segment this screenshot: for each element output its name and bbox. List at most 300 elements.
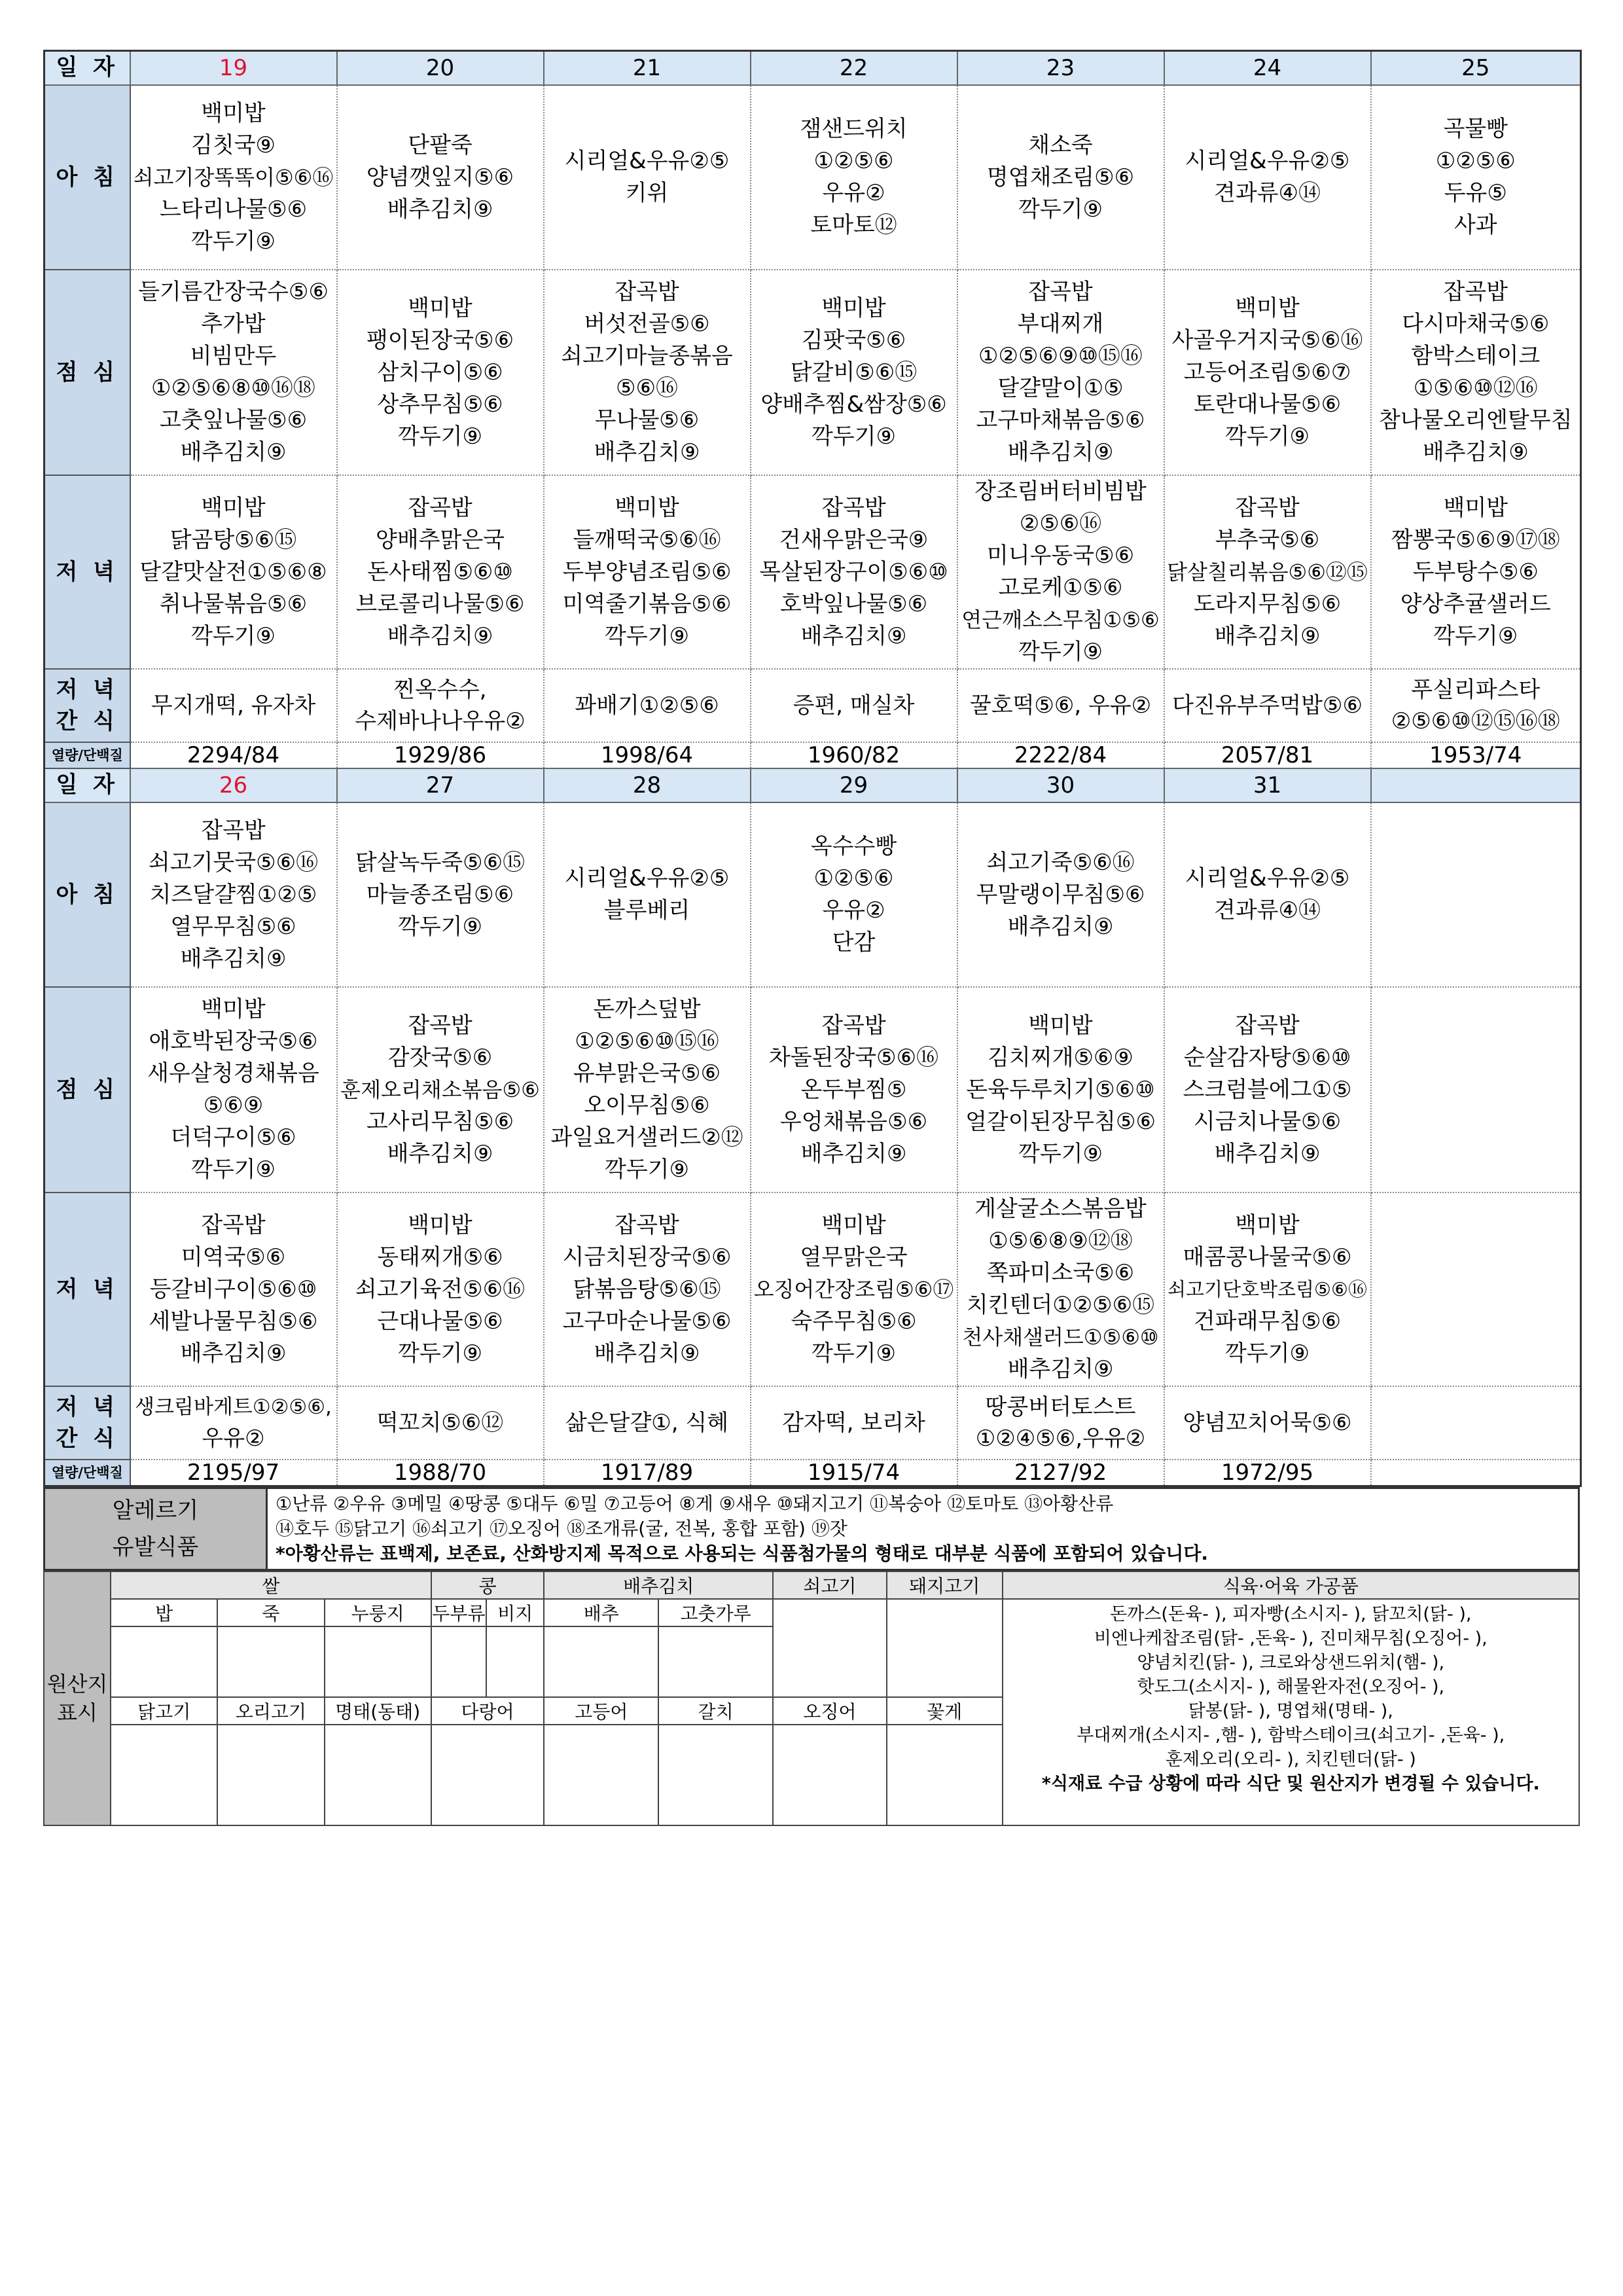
menu-item: 양상추귤샐러드 bbox=[1400, 590, 1551, 617]
menu-item: 브로콜리나물⑤⑥ bbox=[355, 590, 525, 617]
menu-item: 백미밥 bbox=[1028, 1012, 1093, 1039]
menu-item: 찐옥수수, bbox=[393, 677, 487, 703]
menu-item: 잡곡밥 bbox=[1028, 279, 1093, 305]
menu-sheet bbox=[43, 50, 1580, 1826]
menu-item: 잼샌드위치 bbox=[800, 116, 908, 142]
kcal-protein: 2057/81 bbox=[1164, 742, 1371, 768]
menu-item: 깍두기⑨ bbox=[811, 1340, 896, 1367]
menu-item: 삶은달걀①, 식혜 bbox=[565, 1410, 729, 1436]
lunch-cell bbox=[1164, 270, 1371, 475]
menu-item: 쪽파미소국⑤⑥ bbox=[986, 1260, 1135, 1286]
snack-cell bbox=[1371, 1386, 1581, 1460]
menu-item: 호박잎나물⑤⑥ bbox=[779, 590, 928, 617]
origin-value bbox=[544, 1725, 658, 1825]
menu-item: 백미밥 bbox=[201, 494, 266, 521]
menu-item: 김치찌개⑤⑥⑨ bbox=[988, 1044, 1133, 1071]
allergy-note: *아황산류는 표백제, 보존료, 산화방지제 목적으로 사용되는 식품첨가물의 형태로 대부분 식품에 포함되어 있습니다. bbox=[276, 1543, 1209, 1564]
snack-cell bbox=[751, 669, 957, 742]
day-number: 19 bbox=[130, 51, 337, 86]
menu-item: 온두부찜⑤ bbox=[800, 1076, 907, 1103]
menu-item: 함박스테이크 bbox=[1411, 343, 1541, 369]
menu-item: 토마토⑫ bbox=[810, 212, 897, 238]
day-number: 20 bbox=[337, 51, 544, 86]
menu-item: 꽈배기①②⑤⑥ bbox=[575, 692, 719, 719]
menu-item: 상추무침⑤⑥ bbox=[377, 391, 503, 418]
menu-item: ①②⑤⑥⑩⑮⑯ bbox=[575, 1028, 719, 1054]
menu-item: 양념꼬치어묵⑤⑥ bbox=[1183, 1410, 1352, 1436]
dinner-cell bbox=[130, 475, 337, 669]
menu-item: 배추김치⑨ bbox=[800, 622, 907, 649]
menu-item: 배추김치⑨ bbox=[1007, 1356, 1114, 1382]
week1-lunch-row bbox=[45, 270, 1581, 475]
menu-item: 닭갈비⑤⑥⑮ bbox=[790, 359, 918, 386]
day-number: 26 bbox=[130, 768, 337, 802]
menu-item: 백미밥 bbox=[1235, 1211, 1300, 1238]
kcal-protein: 2222/84 bbox=[957, 742, 1164, 768]
menu-item: 애호박된장국⑤⑥ bbox=[149, 1028, 318, 1054]
origin-table bbox=[43, 1571, 1580, 1826]
kcal-protein: 2195/97 bbox=[130, 1460, 337, 1486]
menu-item: 사과 bbox=[1454, 212, 1497, 238]
menu-item: 잡곡밥 bbox=[1235, 494, 1300, 521]
menu-item: 고로케①⑤⑥ bbox=[998, 575, 1123, 601]
week2-dinner-row bbox=[45, 1193, 1581, 1386]
origin-value bbox=[658, 1725, 773, 1825]
menu-item: 백미밥 bbox=[821, 1211, 886, 1238]
menu-item: 차돌된장국⑤⑥⑯ bbox=[768, 1044, 939, 1071]
menu-item: 건새우맑은국⑨ bbox=[779, 526, 929, 553]
origin-value bbox=[431, 1626, 486, 1697]
origin-value bbox=[658, 1626, 773, 1697]
dinner-cell bbox=[751, 475, 957, 669]
snack-cell bbox=[957, 669, 1164, 742]
menu-item: 꿀호떡⑤⑥, 우유② bbox=[969, 692, 1152, 719]
snack-cell bbox=[1371, 669, 1581, 742]
dinner-cell bbox=[957, 1193, 1164, 1386]
breakfast-cell bbox=[130, 85, 337, 270]
kcal-protein: 1960/82 bbox=[751, 742, 957, 768]
menu-item: 땅콩버터토스트 bbox=[985, 1394, 1136, 1420]
menu-item: 유부맑은국⑤⑥ bbox=[573, 1060, 721, 1086]
breakfast-cell bbox=[751, 802, 957, 987]
origin-sub-nurungji: 누룽지 bbox=[325, 1599, 431, 1626]
menu-item: 시금치나물⑤⑥ bbox=[1193, 1108, 1342, 1135]
menu-item: 연근깨소스무침①⑤⑥ bbox=[961, 607, 1160, 632]
lunch-cell bbox=[1164, 987, 1371, 1193]
breakfast-cell bbox=[337, 802, 544, 987]
lunch-cell bbox=[544, 270, 751, 475]
dinner-cell bbox=[1164, 475, 1371, 669]
menu-item: 닭살녹두죽⑤⑥⑮ bbox=[355, 849, 526, 876]
menu-item: 세발나물무침⑤⑥ bbox=[149, 1308, 318, 1335]
menu-item: 백미밥 bbox=[821, 295, 886, 321]
menu-item: 훈제오리채소볶음⑤⑥ bbox=[340, 1077, 540, 1102]
origin-beef-value bbox=[773, 1599, 887, 1697]
menu-item: 열무맑은국 bbox=[800, 1244, 908, 1270]
menu-item: 오징어간장조림⑤⑥⑰ bbox=[753, 1276, 954, 1302]
menu-item: 잡곡밥 bbox=[201, 1211, 266, 1238]
origin-mackerel: 고등어 bbox=[544, 1697, 658, 1725]
origin-value bbox=[773, 1725, 887, 1825]
menu-item: 깍두기⑨ bbox=[1018, 196, 1103, 223]
menu-item: 배추김치⑨ bbox=[180, 1340, 287, 1367]
origin-crab: 꽃게 bbox=[887, 1697, 1003, 1725]
origin-group-processed: 식육·어육 가공품 bbox=[1003, 1571, 1579, 1599]
row-label-kcal: 열량/단백질 bbox=[45, 742, 130, 768]
menu-item: 잡곡밥 bbox=[821, 1012, 886, 1039]
menu-item: 김칫국⑨ bbox=[190, 132, 276, 158]
menu-item: 백미밥 bbox=[201, 99, 266, 126]
lunch-cell bbox=[337, 987, 544, 1193]
lunch-cell bbox=[1371, 987, 1581, 1193]
menu-item: 배추김치⑨ bbox=[594, 1340, 700, 1367]
menu-item: 단팥죽 bbox=[408, 132, 473, 158]
menu-item: 떡꼬치⑤⑥⑫ bbox=[376, 1410, 504, 1436]
menu-item: 사골우거지국⑤⑥⑯ bbox=[1171, 327, 1363, 353]
menu-item: 배추김치⑨ bbox=[800, 1140, 907, 1167]
menu-item: 과일요거샐러드②⑫ bbox=[550, 1124, 743, 1151]
menu-item: 고구마채볶음⑤⑥ bbox=[976, 407, 1145, 433]
kcal-protein: 1917/89 bbox=[544, 1460, 751, 1486]
menu-item: 두부탕수⑤⑥ bbox=[1412, 558, 1539, 585]
menu-item: 두부양념조림⑤⑥ bbox=[562, 558, 732, 585]
menu-item: ①⑤⑥⑧⑨⑫⑱ bbox=[988, 1228, 1133, 1254]
menu-item: 김팟국⑤⑥ bbox=[801, 327, 906, 353]
menu-item: 잡곡밥 bbox=[615, 1211, 679, 1238]
allergy-line-2: ⑭호두 ⑮닭고기 ⑯쇠고기 ⑰오징어 ⑱조개류(굴, 전복, 홍합 포함) ⑲잣 bbox=[276, 1518, 847, 1539]
meal-plan-table bbox=[43, 50, 1582, 1487]
origin-pollock: 명태(동태) bbox=[325, 1697, 431, 1725]
snack-cell bbox=[544, 669, 751, 742]
menu-item: 미역국⑤⑥ bbox=[181, 1244, 286, 1270]
menu-item: 등갈비구이⑤⑥⑩ bbox=[149, 1276, 317, 1302]
menu-item: ②⑤⑥⑯ bbox=[1019, 511, 1102, 537]
menu-item: 우엉채볶음⑤⑥ bbox=[779, 1108, 928, 1135]
menu-item: 마늘종조림⑤⑥ bbox=[366, 881, 514, 908]
lunch-cell bbox=[130, 270, 337, 475]
origin-group-rice: 쌀 bbox=[111, 1571, 431, 1599]
menu-item: 배추김치⑨ bbox=[594, 439, 700, 465]
menu-item: 쇠고기육전⑤⑥⑯ bbox=[355, 1276, 526, 1302]
menu-item: 치킨텐더①②⑤⑥⑮ bbox=[966, 1292, 1155, 1318]
row-label-dinner: 저 녁 bbox=[45, 475, 130, 669]
menu-item: 깍두기⑨ bbox=[604, 1157, 689, 1183]
menu-item: 배추김치⑨ bbox=[1007, 439, 1114, 465]
row-label-breakfast: 아 침 bbox=[45, 85, 130, 270]
menu-item: 감자떡, 보리차 bbox=[782, 1410, 925, 1436]
menu-item: 양념깻잎지⑤⑥ bbox=[366, 164, 514, 190]
menu-item: 무지개떡, 유자차 bbox=[151, 692, 316, 719]
menu-item: 버섯전골⑤⑥ bbox=[584, 311, 710, 337]
menu-item: 잡곡밥 bbox=[821, 494, 886, 521]
week1-days-row bbox=[45, 51, 1581, 86]
menu-item: 백미밥 bbox=[201, 996, 266, 1022]
origin-value bbox=[544, 1626, 658, 1697]
origin-value bbox=[486, 1626, 544, 1697]
day-number: 24 bbox=[1164, 51, 1371, 86]
origin-group-kimchi: 배추김치 bbox=[544, 1571, 773, 1599]
menu-item: 잡곡밥 bbox=[408, 494, 473, 521]
kcal-protein: 1998/64 bbox=[544, 742, 751, 768]
menu-item: 명엽채조림⑤⑥ bbox=[986, 164, 1135, 190]
dinner-cell bbox=[337, 475, 544, 669]
menu-item: 깍두기⑨ bbox=[397, 423, 482, 450]
menu-item: 닭곰탕⑤⑥⑮ bbox=[169, 526, 297, 553]
kcal-protein bbox=[1371, 1460, 1581, 1486]
origin-value bbox=[111, 1725, 217, 1825]
lunch-cell bbox=[957, 270, 1164, 475]
menu-item: 취나물볶음⑤⑥ bbox=[159, 590, 308, 617]
menu-item: 채소죽 bbox=[1028, 132, 1093, 158]
menu-item: 건파래무침⑤⑥ bbox=[1193, 1308, 1342, 1335]
menu-item: 깍두기⑨ bbox=[190, 1157, 276, 1183]
day-number: 27 bbox=[337, 768, 544, 802]
menu-item: 두유⑤ bbox=[1444, 180, 1507, 206]
allergy-list bbox=[267, 1488, 1579, 1570]
menu-item: ①②⑤⑥⑧⑩⑯⑱ bbox=[151, 375, 315, 401]
row-label-kcal: 열량/단백질 bbox=[45, 1460, 130, 1486]
snack-cell bbox=[1164, 669, 1371, 742]
origin-value bbox=[217, 1725, 324, 1825]
menu-item: 우유② bbox=[202, 1426, 265, 1452]
menu-item: 견과류④⑭ bbox=[1213, 180, 1321, 206]
origin-tuna: 다랑어 bbox=[431, 1697, 544, 1725]
menu-item: 더덕구이⑤⑥ bbox=[170, 1124, 296, 1151]
menu-item: 부추국⑤⑥ bbox=[1215, 526, 1320, 553]
menu-item: ①②⑤⑥⑨⑩⑮⑯ bbox=[978, 343, 1143, 369]
origin-sub-tofu: 두부류 bbox=[431, 1599, 486, 1626]
lunch-cell bbox=[130, 987, 337, 1193]
menu-item: 참나물오리엔탈무침 bbox=[1378, 407, 1573, 433]
menu-item: 달걀말이①⑤ bbox=[997, 375, 1124, 401]
lunch-cell bbox=[751, 987, 957, 1193]
menu-item: ①②⑤⑥ bbox=[813, 865, 894, 891]
kcal-protein: 1915/74 bbox=[751, 1460, 957, 1486]
menu-item: 곡물빵 bbox=[1443, 116, 1508, 142]
menu-item: 잡곡밥 bbox=[408, 1012, 473, 1039]
menu-item: 고등어조림⑤⑥⑦ bbox=[1183, 359, 1351, 386]
menu-item: 장조림버터비빔밥 bbox=[974, 478, 1147, 505]
menu-item: 배추김치⑨ bbox=[1214, 622, 1321, 649]
origin-hairtail: 갈치 bbox=[658, 1697, 773, 1725]
week1-breakfast-row bbox=[45, 85, 1581, 270]
menu-item: 시리얼&우유②⑤ bbox=[1185, 865, 1350, 891]
menu-item: 증편, 매실차 bbox=[793, 692, 915, 719]
menu-item: 블루베리 bbox=[603, 897, 690, 924]
menu-item: 푸실리파스타 bbox=[1411, 677, 1541, 703]
menu-item: 목살된장구이⑤⑥⑩ bbox=[759, 558, 948, 585]
menu-item: 고춧잎나물⑤⑥ bbox=[159, 407, 308, 433]
menu-item: 깍두기⑨ bbox=[604, 622, 689, 649]
menu-item: 시리얼&우유②⑤ bbox=[1185, 148, 1350, 174]
week2-snack-row bbox=[45, 1386, 1581, 1460]
menu-item: 백미밥 bbox=[408, 295, 473, 321]
breakfast-cell bbox=[751, 85, 957, 270]
menu-item: ①②⑤⑥ bbox=[1435, 148, 1516, 174]
menu-item: 얼갈이된장무침⑤⑥ bbox=[965, 1108, 1156, 1135]
week1-dinner-row bbox=[45, 475, 1581, 669]
menu-item: 쇠고기마늘종볶음 bbox=[561, 343, 733, 369]
processed-foods-list: 돈까스(돈육- ), 피자빵(소시지- ), 닭꼬치(닭- ), 비엔나케찹조림(닭- ,돈육- ), 진미채무침(오징어- ), 양념치킨(닭- ), 크로와상샌드위치(햄- ), 핫도그(소시지- ), 해물완자전(오징어- ), 닭봉(닭- ), 명엽채(명태- ), 부대찌개(소시지- ,햄- ), 함박스테이크(쇠고기- ,돈육- ), 훈제오리(오리- ), 치킨텐더(닭- ) *식재료 수급 상황에 따라 식단 및 원산지가 변경될 수 있습니다. bbox=[1003, 1599, 1579, 1825]
menu-item: 배추김치⑨ bbox=[180, 439, 287, 465]
day-number: 28 bbox=[544, 768, 751, 802]
menu-item: ⑤⑥⑨ bbox=[203, 1092, 264, 1119]
menu-item: 짬뽕국⑤⑥⑨⑰⑱ bbox=[1391, 526, 1560, 553]
menu-item: 돈까스덮밥 bbox=[593, 996, 701, 1022]
menu-item: 배추김치⑨ bbox=[1422, 439, 1529, 465]
breakfast-cell bbox=[1164, 85, 1371, 270]
breakfast-cell bbox=[544, 802, 751, 987]
origin-duck: 오리고기 bbox=[217, 1697, 324, 1725]
origin-value bbox=[217, 1626, 324, 1697]
day-number: 23 bbox=[957, 51, 1164, 86]
menu-item: 잡곡밥 bbox=[615, 279, 679, 305]
menu-item: 다진유부주먹밥⑤⑥ bbox=[1172, 692, 1363, 719]
breakfast-cell bbox=[337, 85, 544, 270]
menu-item: 돈육두루치기⑤⑥⑩ bbox=[966, 1076, 1155, 1103]
kcal-protein: 2127/92 bbox=[957, 1460, 1164, 1486]
breakfast-cell bbox=[1164, 802, 1371, 987]
week2-kcal-row bbox=[45, 1460, 1581, 1486]
menu-item: 깍두기⑨ bbox=[190, 622, 276, 649]
origin-sub-biji: 비지 bbox=[486, 1599, 544, 1626]
origin-sub-porridge: 죽 bbox=[217, 1599, 324, 1626]
menu-item: 들기름간장국수⑤⑥ bbox=[138, 279, 329, 305]
menu-item: 스크럼블에그①⑤ bbox=[1183, 1076, 1352, 1103]
origin-group-bean: 콩 bbox=[431, 1571, 544, 1599]
menu-item: 닭볶음탕⑤⑥⑮ bbox=[573, 1276, 721, 1302]
kcal-protein: 1988/70 bbox=[337, 1460, 544, 1486]
menu-item: 배추김치⑨ bbox=[387, 622, 493, 649]
menu-item: ①②④⑤⑥,우유② bbox=[975, 1426, 1146, 1452]
breakfast-cell bbox=[544, 85, 751, 270]
menu-item: 깍두기⑨ bbox=[190, 228, 276, 255]
week2-lunch-row bbox=[45, 987, 1581, 1193]
dinner-cell bbox=[544, 1193, 751, 1386]
menu-item: 팽이된장국⑤⑥ bbox=[366, 327, 514, 353]
menu-item: 천사채샐러드①⑤⑥⑩ bbox=[962, 1325, 1159, 1350]
menu-item: ②⑤⑥⑩⑫⑮⑯⑱ bbox=[1391, 708, 1560, 734]
dinner-cell bbox=[130, 1193, 337, 1386]
menu-item: 깍두기⑨ bbox=[1018, 639, 1103, 665]
menu-item: 깍두기⑨ bbox=[1433, 622, 1518, 649]
week1-kcal-row bbox=[45, 742, 1581, 768]
menu-item: 생크림바게트①②⑤⑥, bbox=[135, 1395, 332, 1419]
menu-item: 배추김치⑨ bbox=[1007, 913, 1114, 940]
menu-item: 시리얼&우유②⑤ bbox=[564, 148, 730, 174]
menu-item: 비빔만두 bbox=[190, 343, 277, 369]
row-label-snack: 저 녁 간 식 bbox=[45, 1386, 130, 1460]
menu-item: 매콤콩나물국⑤⑥ bbox=[1183, 1244, 1352, 1270]
lunch-cell bbox=[337, 270, 544, 475]
dinner-cell bbox=[1164, 1193, 1371, 1386]
origin-value bbox=[111, 1626, 217, 1697]
menu-item: 키위 bbox=[625, 180, 669, 206]
menu-item: 게살굴소스볶음밥 bbox=[974, 1196, 1147, 1222]
menu-item: 잡곡밥 bbox=[1235, 1012, 1300, 1039]
menu-item: 닭살칠리볶음⑤⑥⑫⑮ bbox=[1167, 559, 1368, 584]
lunch-cell bbox=[544, 987, 751, 1193]
menu-item: 무말랭이무침⑤⑥ bbox=[976, 881, 1145, 908]
breakfast-cell bbox=[130, 802, 337, 987]
menu-item: ⑤⑥⑯ bbox=[616, 375, 678, 401]
lunch-cell bbox=[751, 270, 957, 475]
menu-item: 무나물⑤⑥ bbox=[594, 407, 700, 433]
week2-breakfast-row bbox=[45, 802, 1581, 987]
kcal-protein: 1972/95 bbox=[1164, 1460, 1371, 1486]
kcal-protein: 1953/74 bbox=[1371, 742, 1581, 768]
snack-cell bbox=[337, 669, 544, 742]
menu-item: 근대나물⑤⑥ bbox=[377, 1308, 503, 1335]
menu-item: 순살감자탕⑤⑥⑩ bbox=[1183, 1044, 1351, 1071]
menu-item: 감잣국⑤⑥ bbox=[387, 1044, 493, 1071]
menu-item: 미역줄기볶음⑤⑥ bbox=[562, 590, 732, 617]
origin-sub-cabbage: 배추 bbox=[544, 1599, 658, 1626]
menu-item: 느타리나물⑤⑥ bbox=[159, 196, 308, 223]
origin-group-beef: 쇠고기 bbox=[773, 1571, 887, 1599]
menu-item: 쇠고기장똑똑이⑤⑥⑯ bbox=[133, 164, 334, 190]
allergy-info bbox=[43, 1487, 1580, 1571]
dinner-cell bbox=[1371, 1193, 1581, 1386]
menu-item: 백미밥 bbox=[408, 1211, 473, 1238]
snack-cell bbox=[130, 669, 337, 742]
menu-item: 배추김치⑨ bbox=[180, 945, 287, 972]
menu-item: 깍두기⑨ bbox=[1018, 1140, 1103, 1167]
row-label-snack: 저 녁 간 식 bbox=[45, 669, 130, 742]
menu-item: 쇠고기단호박조림⑤⑥⑯ bbox=[1167, 1278, 1368, 1300]
menu-item: 고구마순나물⑤⑥ bbox=[562, 1308, 732, 1335]
origin-note: *식재료 수급 상황에 따라 식단 및 원산지가 변경될 수 있습니다. bbox=[1041, 1774, 1540, 1794]
menu-item: 시금치된장국⑤⑥ bbox=[562, 1244, 732, 1270]
day-number: 25 bbox=[1371, 51, 1581, 86]
menu-item: 숙주무침⑤⑥ bbox=[791, 1308, 917, 1335]
origin-sub-rice: 밥 bbox=[111, 1599, 217, 1626]
day-number: 21 bbox=[544, 51, 751, 86]
kcal-protein: 2294/84 bbox=[130, 742, 337, 768]
menu-item: 토란대나물⑤⑥ bbox=[1193, 391, 1342, 418]
allergy-title: 알레르기 유발식품 bbox=[45, 1488, 267, 1570]
day-number bbox=[1371, 768, 1581, 802]
menu-item: 오이무침⑤⑥ bbox=[584, 1092, 710, 1119]
origin-sub-chili: 고춧가루 bbox=[658, 1599, 773, 1626]
menu-item: 배추김치⑨ bbox=[387, 1140, 493, 1167]
origin-chicken: 닭고기 bbox=[111, 1697, 217, 1725]
dinner-cell bbox=[957, 475, 1164, 669]
menu-item: 깍두기⑨ bbox=[811, 423, 896, 450]
menu-item: 추가밥 bbox=[201, 311, 266, 337]
menu-item: 동태찌개⑤⑥ bbox=[377, 1244, 503, 1270]
row-label-lunch: 점 심 bbox=[45, 987, 130, 1193]
menu-item: 미니우동국⑤⑥ bbox=[986, 543, 1135, 569]
row-label-lunch: 점 심 bbox=[45, 270, 130, 475]
menu-item: 달걀맛살전①⑤⑥⑧ bbox=[139, 558, 327, 585]
menu-item: 다시마채국⑤⑥ bbox=[1402, 311, 1550, 337]
menu-item: ①⑤⑥⑩⑫⑯ bbox=[1413, 375, 1538, 401]
menu-item: 돈사태찜⑤⑥⑩ bbox=[367, 558, 513, 585]
breakfast-cell bbox=[1371, 85, 1581, 270]
menu-item: 배추김치⑨ bbox=[1214, 1140, 1321, 1167]
menu-item: 삼치구이⑤⑥ bbox=[377, 359, 503, 386]
menu-item: 쇠고기뭇국⑤⑥⑯ bbox=[148, 849, 319, 876]
origin-title: 원산지 표시 bbox=[44, 1571, 111, 1825]
menu-item: 견과류④⑭ bbox=[1213, 897, 1321, 924]
origin-value bbox=[431, 1725, 544, 1825]
menu-item: 우유② bbox=[822, 180, 885, 206]
row-label-dinner: 저 녁 bbox=[45, 1193, 130, 1386]
menu-item: 열무무침⑤⑥ bbox=[170, 913, 296, 940]
snack-cell bbox=[957, 1386, 1164, 1460]
menu-item: 부대찌개 bbox=[1017, 311, 1104, 337]
